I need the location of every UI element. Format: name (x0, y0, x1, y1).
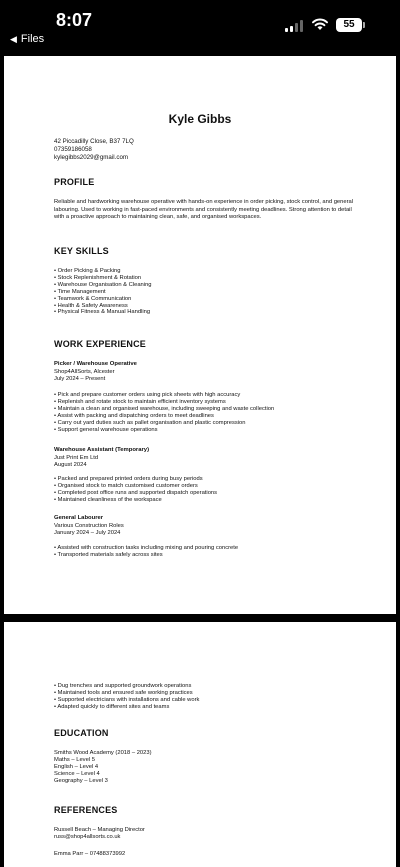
list-item: • Transported materials safely across sites (54, 552, 238, 559)
reference-2 (54, 851, 125, 858)
job-company: Shop4AllSorts, Alcester (54, 369, 115, 375)
job-dates: August 2024 (54, 462, 87, 468)
document-page-2[interactable] (4, 622, 396, 867)
list-item: • Carry out yard duties such as pallet organisation and plastic compression (54, 420, 274, 427)
education-line: Geography – Level 3 (54, 778, 108, 784)
list-item: • Supported electricians with installations and cable work (54, 697, 199, 704)
list-item: • Order Picking & Packing (54, 268, 152, 275)
list-item: • Health & Safety Awareness (54, 303, 152, 310)
list-item: • Dug trenches and supported groundwork operations (54, 683, 199, 690)
job-dates: January 2024 – July 2024 (54, 530, 121, 536)
list-item: • Organised stock to match customised customer orders (54, 483, 217, 490)
list-item: • Stock Replenishment & Rotation (54, 275, 152, 282)
list-item: • Packed and prepared printed orders during busy periods (54, 476, 217, 483)
list-item: • Support general warehouse operations (54, 427, 274, 434)
reference-1 (54, 827, 145, 841)
back-label: Files (20, 33, 45, 45)
reference-name: Russell Beach – Managing Director (54, 827, 145, 833)
list-item: • Maintain a clean and organised warehouse, including sweeping and waste collection (54, 406, 274, 413)
wifi-icon (311, 17, 329, 31)
contact-details (54, 138, 134, 162)
list-item: • Maintained tools and ensured safe working practices (54, 690, 199, 697)
education-line: Science – Level 4 (54, 771, 100, 777)
education-school: Smiths Wood Academy (2018 – 2023) (54, 750, 152, 756)
education-heading: EDUCATION (54, 728, 109, 738)
job-meta (54, 369, 115, 383)
status-bar (0, 0, 400, 56)
reference-name: Emma Parr – 07488373992 (54, 851, 126, 857)
job-title: Picker / Warehouse Operative (54, 361, 137, 367)
job-duties (54, 392, 274, 433)
job-dates: July 2024 – Present (54, 376, 106, 382)
list-item: • Replenish and rotate stock to maintain efficient inventory systems (54, 399, 274, 406)
experience-heading: WORK EXPERIENCE (54, 339, 147, 349)
list-item: • Maintained cleanliness of the workspace (54, 497, 217, 504)
list-item: • Assisted with construction tasks including mixing and pouring concrete (54, 545, 238, 552)
job-duties (54, 476, 217, 504)
references-heading: REFERENCES (54, 805, 118, 815)
job-meta (54, 523, 124, 537)
job-duties-continued (54, 683, 199, 711)
battery-tip (363, 22, 365, 28)
contact-email: kylegibbs2029@gmail.com (54, 154, 129, 161)
list-item: • Completed post office runs and supported dispatch operations (54, 490, 217, 497)
list-item: • Warehouse Organisation & Cleaning (54, 282, 152, 289)
job-company: Various Construction Roles (54, 523, 124, 529)
back-to-files-button[interactable] (10, 33, 44, 45)
skills-list (54, 268, 152, 316)
job-title: Warehouse Assistant (Temporary) (54, 447, 150, 453)
list-item: • Assist with packing and dispatching orders to meet deadlines (54, 413, 274, 420)
reference-email: russ@shop4allsorts.co.uk (54, 834, 121, 840)
contact-address: 42 Piccadilly Close, B37 7LQ (54, 138, 134, 145)
list-item: • Teamwork & Communication (54, 296, 152, 303)
clock: 8:07 (56, 10, 93, 30)
education-details (54, 750, 152, 785)
list-item: • Physical Fitness & Manual Handling (54, 309, 152, 316)
profile-heading: PROFILE (54, 177, 95, 187)
profile-text: Reliable and hardworking warehouse operative with hands-on experience in order picking, stock control, and general labouring. Used to working in fast-paced environments and consistently meeting deadlines. Strong attention to detail with a proactive approach to maintaining clean, safe, and organised workspaces. (54, 199, 354, 220)
skills-heading: KEY SKILLS (54, 246, 109, 256)
back-triangle-icon: ◀ (10, 33, 17, 44)
education-line: Maths – Level 5 (54, 757, 95, 763)
cv-name: Kyle Gibbs (168, 112, 232, 126)
document-page-1[interactable] (4, 56, 396, 614)
job-meta (54, 455, 98, 469)
job-duties (54, 545, 238, 559)
cellular-signal-icon (285, 20, 305, 32)
job-company: Just Print Em Ltd (54, 455, 99, 461)
list-item: • Time Management (54, 289, 152, 296)
battery-icon: 55 (336, 18, 362, 32)
list-item: • Adapted quickly to different sites and teams (54, 704, 199, 711)
contact-phone: 07359186058 (54, 146, 92, 153)
job-title: General Labourer (54, 515, 104, 521)
list-item: • Pick and prepare customer orders using pick sheets with high accuracy (54, 392, 274, 399)
education-line: English – Level 4 (54, 764, 99, 770)
